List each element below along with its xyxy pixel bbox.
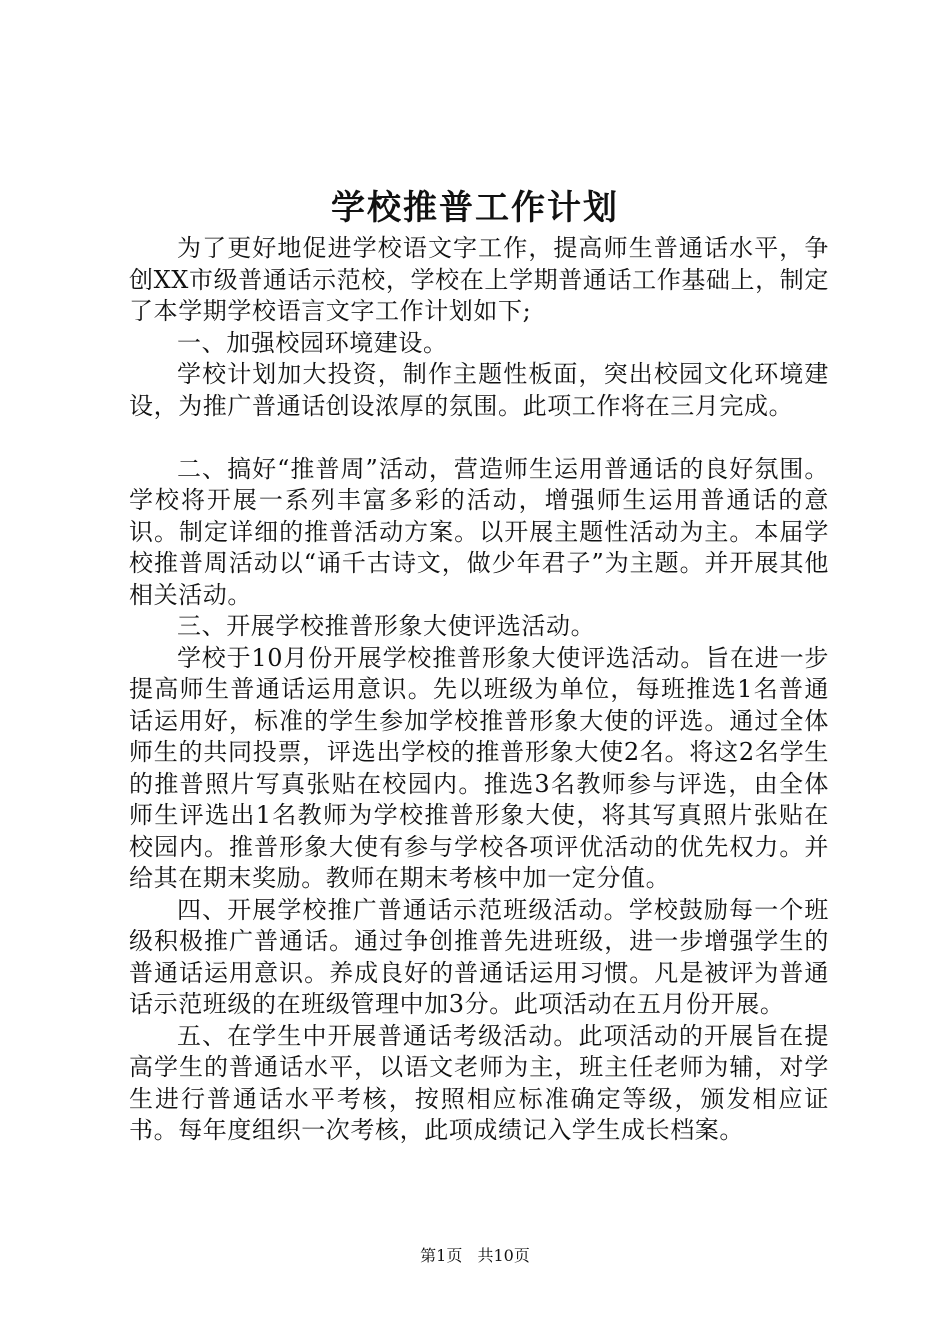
paragraph-heading-5: 五、在学生中开展普通话考级活动。此项活动的开展旨在提高学生的普通话水平，以语文老师为主，班主任老师为辅，对学生进行普通话水平考核，按照相应标准确定等级，颁发相应证书。每年度组织一次考核，此项成绩记入学生成长档案。: [129, 1021, 829, 1144]
paragraph-heading-2: 二、搞好“推普周”活动，营造师生运用普通话的良好氛围。学校将开展一系列丰富多彩的活动，增强师生运用普通话的意识。制定详细的推普活动方案。以开展主题性活动为主。本届学校推普周活动以“诵千古诗文，做少年君子”为主题。并开展其他相关活动。: [129, 454, 829, 609]
paragraph-heading-3: 三、开展学校推普形象大使评选活动。: [177, 612, 596, 640]
page-total: 共10页: [477, 1246, 530, 1265]
paragraph-ambassador: 学校于10月份开展学校推普形象大使评选活动。旨在进一步提高师生普通话运用意识。先以班级为单位，每班推选1名普通话运用好，标准的学生参加学校推普形象大使的评选。通过全体师生的共同投票，评选出学校的推普形象大使2名。将这2名学生的推普照片写真张贴在校园内。推选3名教师参与评选，由全体师生评选出1名教师为学校推普形象大使，将其写真照片张贴在校园内。推普形象大使有参与学校各项评优活动的优先权力。并给其在期末奖励。教师在期末考核中加一定分值。: [129, 643, 829, 892]
document-body: [129, 233, 829, 1147]
document-title: 学校推普工作计划: [331, 188, 619, 228]
page-footer: [0, 1245, 950, 1267]
paragraph-intro: 为了更好地促进学校语文字工作，提高师生普通话水平，争创XX市级普通话示范校，学校在上学期普通话工作基础上，制定了本学期学校语言文字工作计划如下;: [129, 234, 829, 325]
paragraph-heading-4: 四、开展学校推广普通话示范班级活动。学校鼓励每一个班级积极推广普通话。通过争创推普先进班级，进一步增强学生的普通话运用意识。养成良好的普通话运用习惯。凡是被评为普通话示范班级的在班级管理中加3分。此项活动在五月份开展。: [129, 895, 829, 1018]
page-number: 第1页: [420, 1246, 463, 1265]
paragraph-environment: 学校计划加大投资，制作主题性板面，突出校园文化环境建设，为推广普通话创设浓厚的氛围。此项工作将在三月完成。: [129, 360, 829, 420]
paragraph-heading-1: 一、加强校园环境建设。: [177, 328, 448, 357]
